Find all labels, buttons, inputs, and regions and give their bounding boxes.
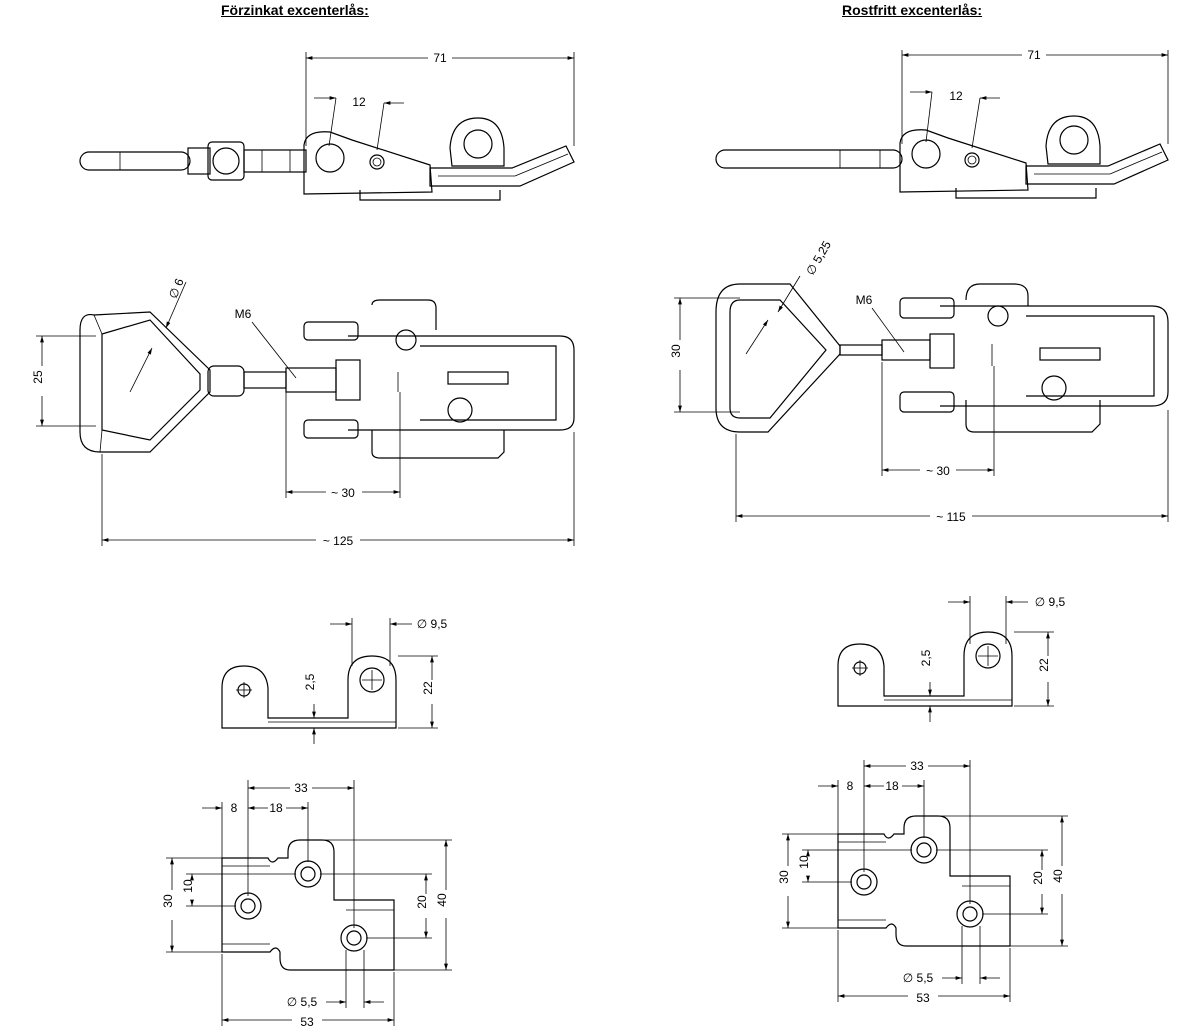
- left-hook-dimensions: [303, 617, 448, 744]
- label-right-m6: M6: [855, 293, 873, 307]
- dim-right-diam55: ∅ 5,5: [902, 971, 934, 985]
- dim-right-30b: ~ 30: [926, 464, 950, 478]
- dim-left-33: 33: [294, 781, 308, 795]
- right-top-dimensions: [669, 238, 1168, 524]
- dim-left-hook-25: 2,5: [303, 673, 317, 691]
- dim-left-hook-22: 22: [421, 681, 435, 695]
- left-top-dimensions: [31, 276, 574, 548]
- dim-left-18: 18: [269, 801, 283, 815]
- dim-left-diam6: ∅ 6: [165, 276, 187, 301]
- dim-right-115: ~ 115: [936, 510, 966, 524]
- dim-right-hook-22: 22: [1037, 658, 1051, 672]
- dim-left-hook-diam: ∅ 9,5: [416, 617, 448, 631]
- dim-left-20: 20: [415, 895, 429, 909]
- dim-right-18: 18: [885, 779, 899, 793]
- dim-left-40: 40: [435, 893, 449, 907]
- title-stainless: Rostfritt excenterlås:: [842, 2, 983, 18]
- dim-left-25: 25: [31, 370, 45, 384]
- dim-left-71: 71: [433, 51, 447, 65]
- dim-left-diam55: ∅ 5,5: [286, 995, 318, 1009]
- dim-right-hook-diam: ∅ 9,5: [1034, 595, 1066, 609]
- dim-right-71: 71: [1027, 48, 1041, 62]
- dim-right-40: 40: [1051, 869, 1065, 883]
- left-base-dimensions: [161, 780, 452, 1029]
- dim-right-33: 33: [910, 759, 924, 773]
- dim-right-diam525: ∅ 5,25: [803, 238, 834, 278]
- right-side-view: [716, 116, 1168, 198]
- dim-right-30c: 30: [777, 870, 791, 884]
- left-side-dimensions: [306, 51, 574, 150]
- dim-right-53: 53: [916, 991, 930, 1005]
- right-base-dimensions: [777, 759, 1068, 1005]
- dim-left-30b: 30: [161, 894, 175, 908]
- right-top-view: [716, 284, 1168, 432]
- right-hook-view: [838, 632, 1012, 706]
- dim-left-30: ~ 30: [331, 486, 355, 500]
- title-galvanized: Förzinkat excenterlås:: [221, 2, 369, 18]
- dim-right-8: 8: [846, 779, 854, 793]
- dim-right-20: 20: [1031, 871, 1045, 885]
- dim-right-10: 10: [797, 855, 811, 869]
- right-side-dimensions: [902, 48, 1168, 148]
- dim-left-12: 12: [352, 95, 366, 109]
- dim-right-hook-25: 2,5: [919, 649, 933, 667]
- right-hook-dimensions: [919, 595, 1066, 722]
- left-hook-view: [222, 656, 396, 728]
- dim-left-10: 10: [181, 879, 195, 893]
- dim-right-12: 12: [949, 89, 963, 103]
- label-left-m6: M6: [234, 307, 252, 321]
- dim-left-53: 53: [300, 1015, 314, 1029]
- dim-left-8: 8: [230, 801, 238, 815]
- dim-right-30: 30: [669, 344, 683, 358]
- dim-left-125: ~ 125: [322, 534, 354, 548]
- left-side-view: [80, 118, 574, 200]
- left-top-view: [80, 300, 574, 458]
